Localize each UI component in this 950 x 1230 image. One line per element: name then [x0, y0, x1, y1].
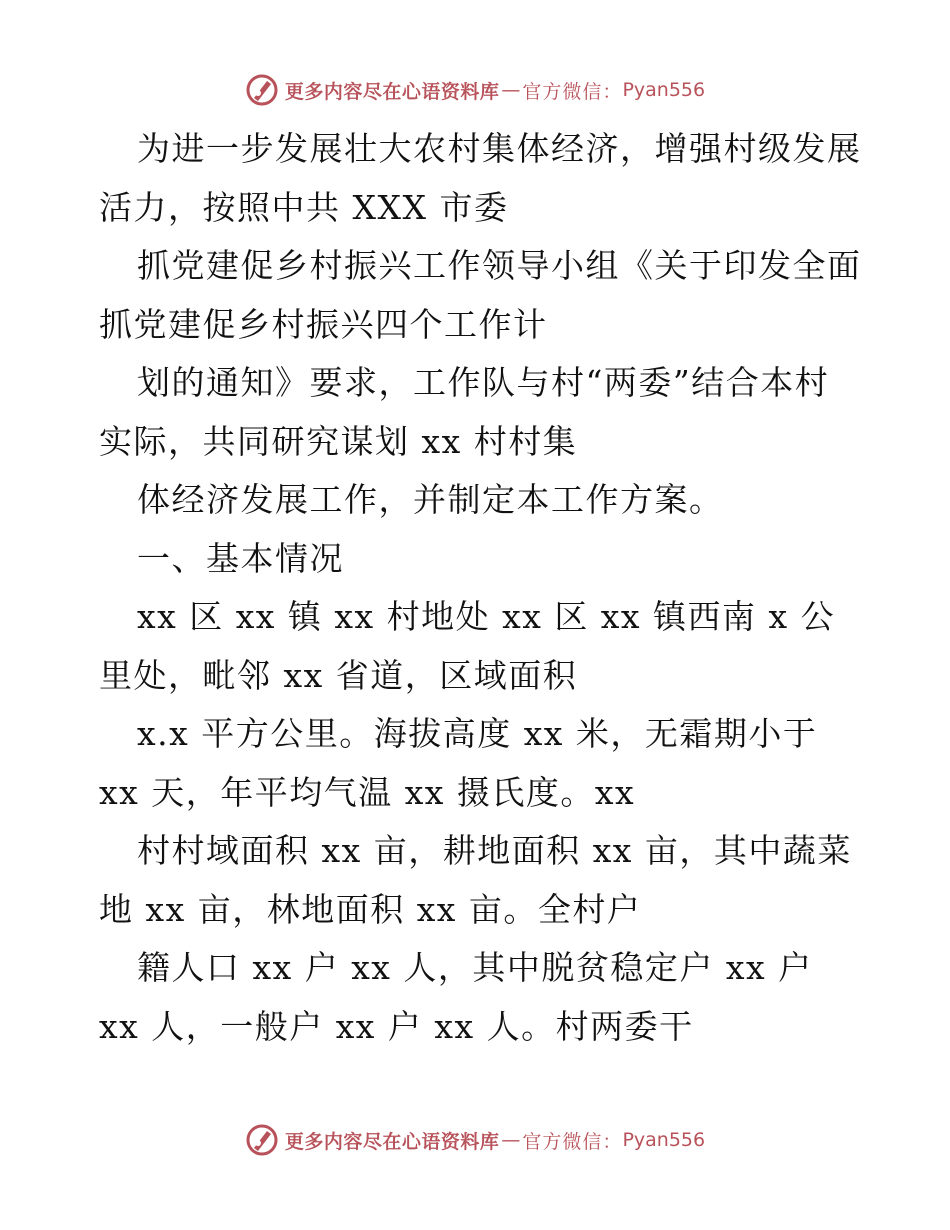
- paragraph-line: 实际，共同研究谋划 xx 村村集: [99, 421, 578, 461]
- header-brand: 更多内容尽在心语资料库: [284, 80, 500, 103]
- footer-dash: —: [501, 1129, 521, 1151]
- paragraph-line: 抓党建促乡村振兴四个工作计: [99, 304, 548, 344]
- paragraph-line: 抓党建促乡村振兴工作领导小组《关于印发全面: [137, 246, 862, 285]
- paragraph-line: 地 xx 亩，林地面积 xx 亩。全村户: [99, 889, 642, 929]
- paragraph-line: 活力，按照中共 XXX 市委: [99, 187, 509, 227]
- paragraph-line: 为进一步发展壮大农村集体经济，增强村级发展: [137, 129, 862, 168]
- section-heading: 一、基本情况: [137, 538, 344, 578]
- footer-wechat-label: 官方微信：: [522, 1130, 623, 1153]
- paragraph-line: x.x 平方公里。海拔高度 xx 米，无霜期小于: [137, 714, 818, 753]
- header-watermark: [0, 70, 950, 110]
- paragraph-line: 体经济发展工作，并制定本工作方案。: [137, 480, 724, 519]
- header-wechat-id: Pyan556: [622, 79, 706, 101]
- header-wechat-label: 官方微信：: [522, 80, 623, 103]
- footer-wechat-id: Pyan556: [622, 1129, 706, 1151]
- paragraph-line: 划的通知》要求，工作队与村“两委”结合本村: [137, 363, 830, 402]
- paragraph-line: xx 人，一般户 xx 户 xx 人。村两委干: [99, 1006, 694, 1046]
- footer-watermark: [0, 1120, 950, 1160]
- paragraph-line: 籍人口 xx 户 xx 人，其中脱贫稳定户 xx 户: [137, 948, 813, 987]
- paragraph-line: 村村域面积 xx 亩，耕地面积 xx 亩，其中蔬菜: [137, 831, 852, 870]
- pen-seal-icon: [245, 1123, 279, 1157]
- paragraph-line: xx 区 xx 镇 xx 村地处 xx 区 xx 镇西南 x 公: [137, 597, 836, 636]
- pen-seal-icon: [245, 73, 279, 107]
- paragraph-line: xx 天，年平均气温 xx 摄氏度。xx: [99, 772, 636, 812]
- document-body: [99, 120, 862, 1056]
- header-dash: —: [501, 79, 521, 101]
- footer-brand: 更多内容尽在心语资料库: [284, 1130, 500, 1153]
- paragraph-line: 里处，毗邻 xx 省道，区域面积: [99, 655, 578, 695]
